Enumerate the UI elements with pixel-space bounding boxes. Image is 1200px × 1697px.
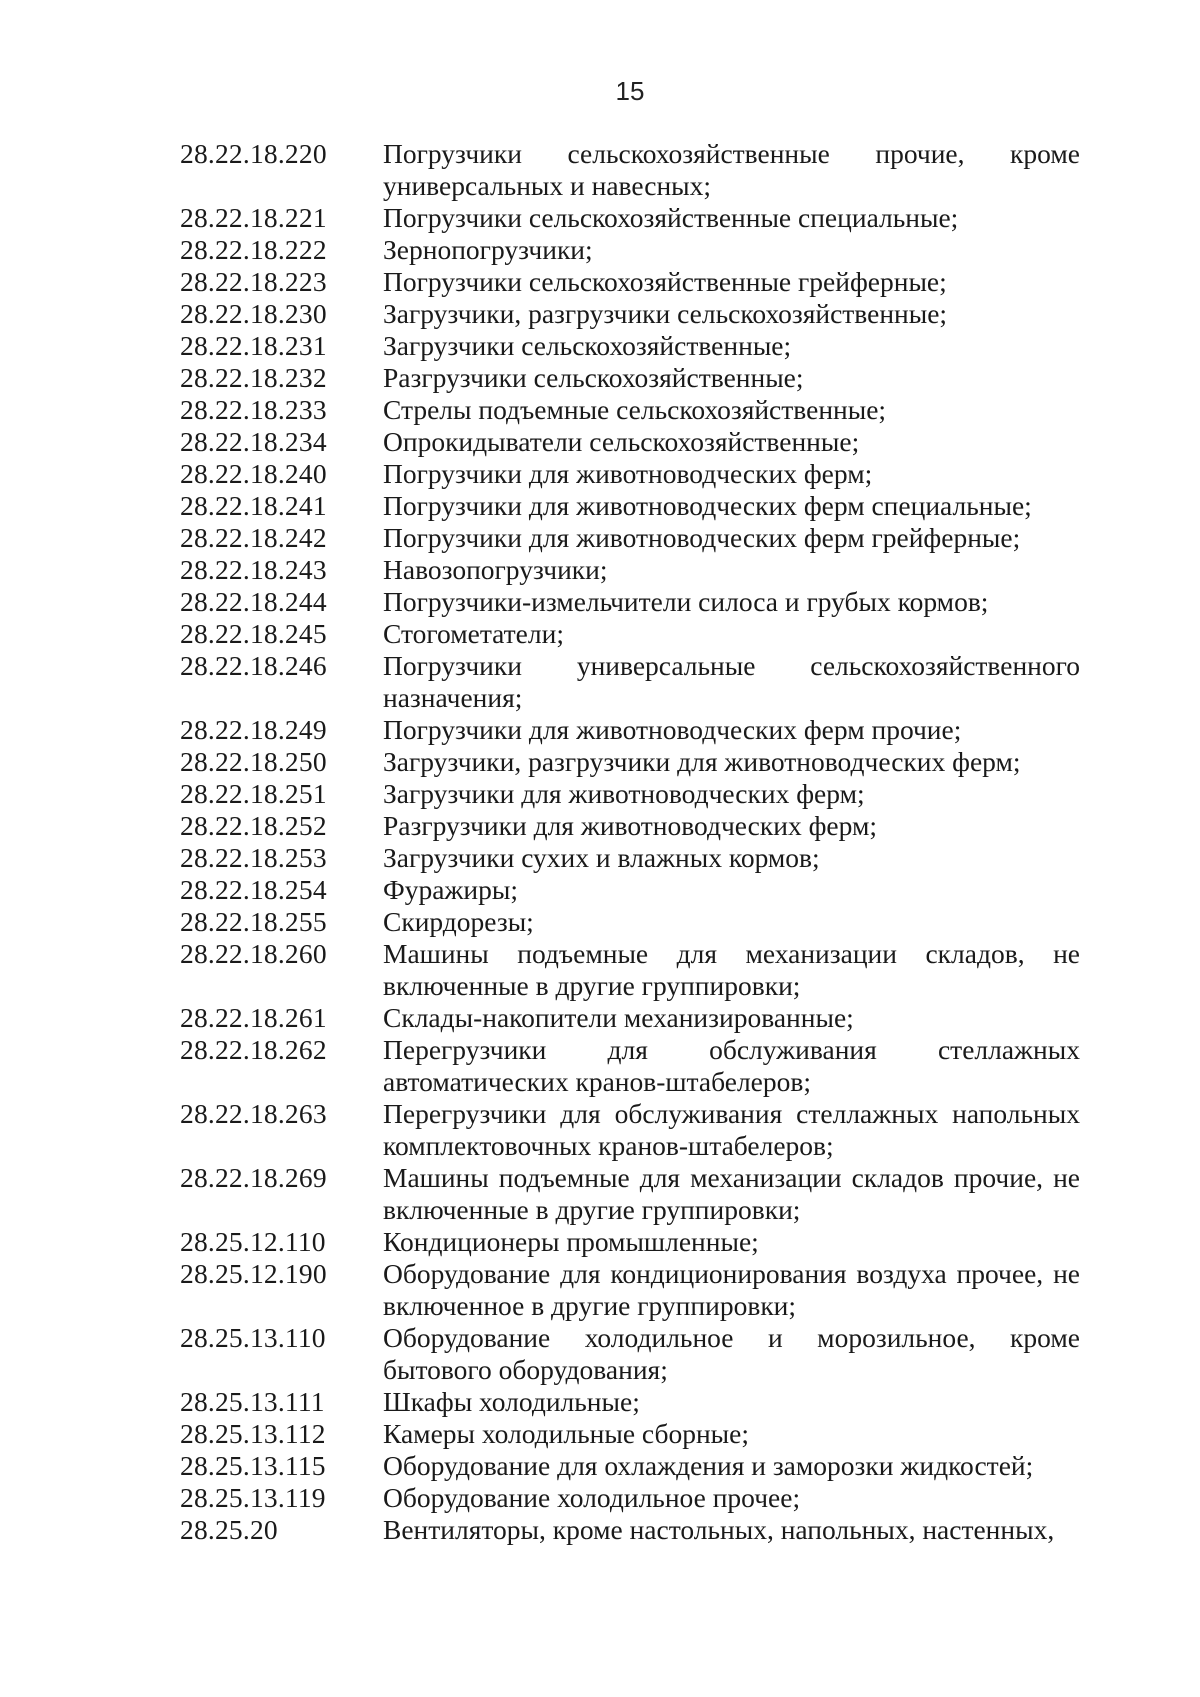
list-item [180,426,1080,458]
classification-description: Машины подъемные для механизации складов прочие, не включенные в другие группировки; [383,1162,1080,1225]
classification-description: Оборудование для кондиционирования воздуха прочее, не включенное в другие группировки; [383,1258,1080,1321]
classification-description: Перегрузчики для обслуживания стеллажных напольных комплектовочных кранов-штабелеров; [383,1098,1080,1161]
list-item [180,586,1080,618]
classification-description: Стогометатели; [383,618,564,649]
classification-code: 28.22.18.241 [180,490,327,521]
list-item [180,1002,1080,1034]
classification-code: 28.22.18.243 [180,554,327,585]
classification-code: 28.22.18.231 [180,330,327,361]
list-item [180,778,1080,810]
list-item [180,1098,1080,1162]
classification-code: 28.22.18.222 [180,234,327,265]
list-item [180,714,1080,746]
list-item [180,330,1080,362]
classification-description: Зернопогрузчики; [383,234,593,265]
list-item [180,458,1080,490]
classification-description: Загрузчики для животноводческих ферм; [383,778,865,809]
classification-code: 28.25.12.190 [180,1258,327,1289]
classification-description: Стрелы подъемные сельскохозяйственные; [383,394,887,425]
list-item [180,1258,1080,1322]
list-item [180,938,1080,1002]
list-item [180,1226,1080,1258]
classification-description: Погрузчики сельскохозяйственные прочие, кроме универсальных и навесных; [383,138,1080,201]
list-item [180,810,1080,842]
classification-code: 28.22.18.252 [180,810,327,841]
classification-code: 28.22.18.255 [180,906,327,937]
list-item [180,362,1080,394]
classification-description: Перегрузчики для обслуживания стеллажных автоматических кранов-штабелеров; [383,1034,1080,1097]
classification-code: 28.22.18.245 [180,618,327,649]
classification-code: 28.22.18.260 [180,938,327,969]
list-item [180,522,1080,554]
classification-code: 28.25.12.110 [180,1226,326,1257]
classification-description: Разгрузчики для животноводческих ферм; [383,810,877,841]
list-item [180,298,1080,330]
classification-description: Погрузчики сельскохозяйственные грейферные; [383,266,947,297]
classification-code: 28.22.18.253 [180,842,327,873]
classification-code: 28.22.18.249 [180,714,327,745]
classification-list [180,138,1080,1546]
classification-description: Камеры холодильные сборные; [383,1418,749,1449]
classification-description: Погрузчики для животноводческих ферм специальные; [383,490,1032,521]
list-item [180,202,1080,234]
list-item [180,138,1080,202]
classification-code: 28.22.18.246 [180,650,327,681]
classification-code: 28.22.18.240 [180,458,327,489]
classification-code: 28.25.20 [180,1514,278,1545]
classification-description: Оборудование для охлаждения и заморозки жидкостей; [383,1450,1034,1481]
list-item [180,1386,1080,1418]
classification-description: Скирдорезы; [383,906,534,937]
list-item [180,1162,1080,1226]
list-item [180,650,1080,714]
list-item [180,1418,1080,1450]
classification-code: 28.22.18.233 [180,394,327,425]
classification-code: 28.22.18.244 [180,586,327,617]
classification-description: Загрузчики сухих и влажных кормов; [383,842,820,873]
classification-code: 28.25.13.110 [180,1322,326,1353]
classification-code: 28.22.18.234 [180,426,327,457]
list-item [180,1514,1080,1546]
classification-code: 28.22.18.254 [180,874,327,905]
classification-code: 28.22.18.250 [180,746,327,777]
classification-description: Загрузчики, разгрузчики сельскохозяйственные; [383,298,948,329]
classification-description: Погрузчики сельскохозяйственные специальные; [383,202,959,233]
classification-code: 28.25.13.115 [180,1450,326,1481]
classification-description: Разгрузчики сельскохозяйственные; [383,362,804,393]
list-item [180,554,1080,586]
classification-code: 28.25.13.119 [180,1482,326,1513]
list-item [180,1322,1080,1386]
classification-description: Склады-накопители механизированные; [383,1002,854,1033]
classification-code: 28.22.18.263 [180,1098,327,1129]
list-item [180,746,1080,778]
classification-description: Загрузчики сельскохозяйственные; [383,330,792,361]
classification-code: 28.22.18.242 [180,522,327,553]
classification-code: 28.22.18.223 [180,266,327,297]
list-item [180,842,1080,874]
classification-description: Опрокидыватели сельскохозяйственные; [383,426,860,457]
classification-description: Погрузчики для животноводческих ферм прочие; [383,714,962,745]
classification-code: 28.22.18.221 [180,202,327,233]
list-item [180,618,1080,650]
classification-description: Навозопогрузчики; [383,554,608,585]
classification-code: 28.22.18.220 [180,138,327,169]
classification-code: 28.22.18.261 [180,1002,327,1033]
classification-code: 28.22.18.230 [180,298,327,329]
classification-description: Погрузчики универсальные сельскохозяйственного назначения; [383,650,1080,713]
list-item [180,266,1080,298]
list-item [180,1034,1080,1098]
classification-description: Погрузчики для животноводческих ферм грейферные; [383,522,1021,553]
classification-code: 28.22.18.251 [180,778,327,809]
list-item [180,874,1080,906]
classification-description: Погрузчики для животноводческих ферм; [383,458,873,489]
classification-description: Фуражиры; [383,874,519,905]
page-number: 15 [615,76,645,106]
list-item [180,1482,1080,1514]
list-item [180,490,1080,522]
classification-description: Машины подъемные для механизации складов, не включенные в другие группировки; [383,938,1080,1001]
classification-description: Шкафы холодильные; [383,1386,640,1417]
classification-description: Кондиционеры промышленные; [383,1226,759,1257]
list-item [180,234,1080,266]
classification-code: 28.22.18.232 [180,362,327,393]
classification-description: Загрузчики, разгрузчики для животноводческих ферм; [383,746,1021,777]
list-item [180,1450,1080,1482]
classification-code: 28.22.18.269 [180,1162,327,1193]
classification-code: 28.25.13.112 [180,1418,326,1449]
classification-description: Оборудование холодильное прочее; [383,1482,801,1513]
classification-code: 28.25.13.111 [180,1386,325,1417]
list-item [180,906,1080,938]
classification-description: Вентиляторы, кроме настольных, напольных, настенных, [383,1514,1055,1545]
classification-description: Погрузчики-измельчители силоса и грубых кормов; [383,586,989,617]
classification-code: 28.22.18.262 [180,1034,327,1065]
list-item [180,394,1080,426]
classification-description: Оборудование холодильное и морозильное, кроме бытового оборудования; [383,1322,1080,1385]
